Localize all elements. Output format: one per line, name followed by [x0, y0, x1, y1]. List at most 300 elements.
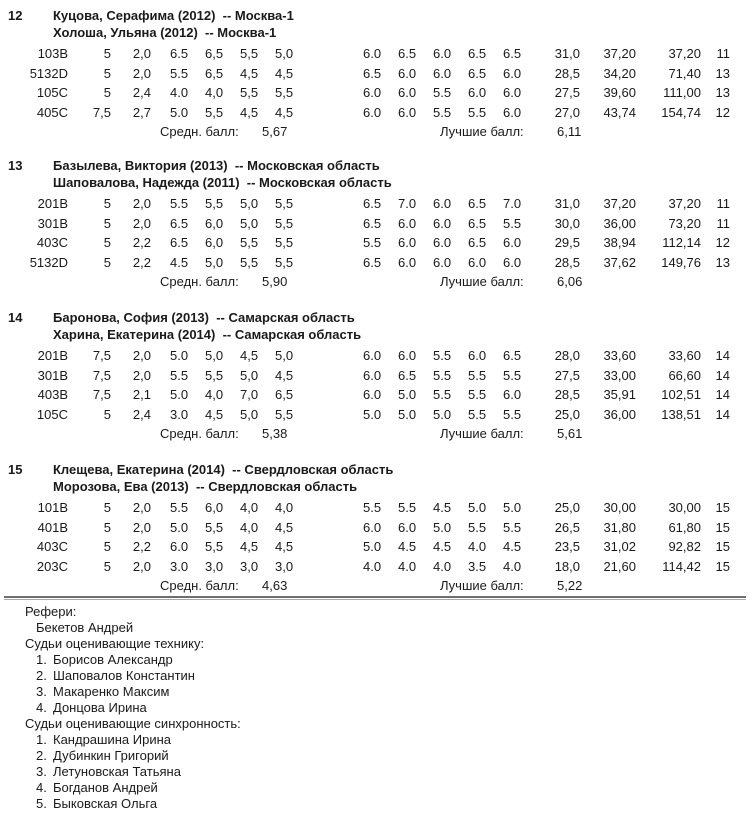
technique-score: 5,5: [275, 235, 294, 250]
difficulty-value: 2,0: [132, 348, 151, 363]
best-score-label: Лучшие балл:: [440, 274, 524, 289]
figure-row: [0, 64, 733, 84]
sync-score: 6.0: [433, 196, 452, 211]
technique-score: 5,5: [275, 254, 294, 270]
technique-score: 5,0: [275, 348, 294, 363]
running-total: 114,42: [662, 558, 701, 574]
spacer: [307, 537, 360, 557]
judge-item: [0, 652, 750, 668]
sync-score: 6.0: [398, 235, 417, 250]
sync-score: 5.5: [433, 387, 452, 402]
judge-count: 5: [103, 65, 111, 81]
spacer: [153, 64, 167, 84]
judge-name: Летуновская Татьяна: [53, 764, 181, 779]
sum-value: 29,5: [554, 235, 580, 250]
spacer: [307, 498, 360, 518]
judge-number: 4.: [36, 780, 47, 795]
sync-score: 6.5: [398, 367, 417, 383]
judge-count: 5: [103, 196, 111, 211]
sync-score: 6.0: [468, 254, 487, 270]
entry-name-2: Холоша, Ульяна (2012) -- Москва-1: [53, 25, 277, 40]
judge-number: 3.: [36, 764, 47, 779]
technique-score: 5.5: [170, 65, 189, 81]
sync-score: 5.5: [503, 367, 522, 383]
technique-score: 5,5: [275, 215, 294, 231]
judge-count: 5: [103, 215, 111, 231]
entry-averages-row: [0, 424, 733, 444]
difficulty-value: 2,0: [132, 196, 151, 211]
sum-value: 31,0: [554, 46, 580, 61]
sync-score: 6.0: [468, 85, 487, 100]
technique-score: 5,5: [205, 196, 224, 211]
entry-header-line-1: [0, 157, 733, 174]
technique-score: 6,5: [205, 65, 224, 81]
technique-score: 5,5: [205, 367, 224, 383]
spacer: [307, 103, 360, 123]
sync-score: 5.5: [468, 519, 487, 535]
technique-score: 4,5: [275, 104, 294, 120]
figure-code: 105C: [36, 406, 68, 422]
sync-score: 6.0: [363, 367, 382, 383]
entry-averages-row: [0, 272, 733, 292]
figure-score: 21,60: [603, 558, 636, 574]
technique-score: 6,5: [275, 387, 294, 402]
rank-value: 12: [715, 235, 730, 250]
figure-code: 103B: [37, 46, 68, 61]
judge-name: Донцова Ирина: [53, 700, 147, 715]
sum-value: 28,5: [554, 254, 580, 270]
figure-code: 203C: [36, 558, 68, 574]
sync-score: 4.0: [363, 558, 382, 574]
sync-score: 5.5: [433, 367, 452, 383]
sync-score: 5.0: [433, 406, 452, 422]
spacer: [153, 253, 167, 273]
judge-count: 5: [103, 46, 111, 61]
running-total: 92,82: [668, 539, 701, 554]
entry-name-2: Шаповалова, Надежда (2011) -- Московская область: [53, 175, 392, 190]
spacer: [307, 214, 360, 234]
judge-count: 7,5: [92, 104, 111, 120]
judge-name: Шаповалов Константин: [53, 668, 195, 683]
sync-score: 6.0: [433, 46, 452, 61]
running-total: 37,20: [668, 46, 701, 61]
judge-item: [0, 732, 750, 748]
technique-score: 5,0: [240, 367, 259, 383]
judge-item: [0, 700, 750, 716]
sync-score: 6.0: [398, 519, 417, 535]
difficulty-value: 2,0: [132, 558, 151, 574]
referee-name: Бекетов Андрей: [36, 620, 134, 635]
technique-score: 5,5: [275, 85, 294, 100]
figure-row: [0, 405, 733, 425]
difficulty-value: 2,4: [132, 406, 151, 422]
technique-score: 5,5: [205, 104, 224, 120]
sync-score: 5.5: [363, 235, 382, 250]
technique-score: 4,5: [275, 539, 294, 554]
spacer: [307, 346, 360, 366]
tech-judges-list: [0, 652, 750, 716]
rank-value: 15: [715, 519, 730, 535]
sync-score: 6.5: [363, 215, 382, 231]
spacer: [153, 346, 167, 366]
sync-score: 5.0: [363, 406, 382, 422]
sync-score: 4.0: [468, 539, 487, 554]
spacer: [153, 103, 167, 123]
sync-score: 6.5: [503, 46, 522, 61]
sync-score: 6.0: [398, 65, 417, 81]
entry-averages-row: [0, 576, 733, 596]
judge-count: 7,5: [92, 387, 111, 402]
figure-row: [0, 103, 733, 123]
technique-score: 5,5: [240, 85, 259, 100]
figure-score: 31,02: [603, 539, 636, 554]
sum-value: 25,0: [554, 500, 580, 515]
sum-value: 23,5: [554, 539, 580, 554]
avg-score-label: Средн. балл:: [160, 578, 239, 593]
judge-count: 5: [103, 235, 111, 250]
entry-number: 13: [8, 158, 23, 173]
figure-score: 31,80: [603, 519, 636, 535]
running-total: 102,51: [661, 387, 701, 402]
technique-score: 4.5: [170, 254, 189, 270]
sum-value: 28,5: [554, 65, 580, 81]
sync-score: 6.0: [468, 348, 487, 363]
spacer: [307, 405, 360, 425]
entry-name-2: Морозова, Ева (2013) -- Свердловская область: [53, 479, 358, 494]
difficulty-value: 2,0: [132, 65, 151, 81]
best-score-value: 6,06: [557, 274, 583, 289]
avg-score-label: Средн. балл:: [160, 124, 239, 139]
technique-score: 6,5: [205, 46, 224, 61]
judge-item: [0, 668, 750, 684]
spacer: [153, 44, 167, 64]
technique-score: 6.5: [170, 215, 189, 231]
technique-score: 5.5: [170, 500, 189, 515]
technique-score: 6.5: [170, 235, 189, 250]
entry-number: 15: [8, 462, 23, 477]
rank-value: 14: [715, 348, 730, 363]
technique-score: 5,0: [240, 215, 259, 231]
rank-value: 11: [716, 46, 730, 61]
judge-item: [0, 748, 750, 764]
technique-score: 6,0: [205, 500, 224, 515]
judge-number: 1.: [36, 732, 47, 747]
figure-code: 105C: [36, 85, 68, 100]
avg-score-value: 5,38: [262, 426, 288, 441]
sync-score: 7.0: [503, 196, 522, 211]
sync-score: 5.0: [503, 500, 522, 515]
spacer: [307, 194, 360, 214]
technique-score: 5.5: [170, 367, 189, 383]
technique-score: 4,5: [205, 406, 224, 422]
sync-score: 4.5: [398, 539, 417, 554]
technique-score: 5,5: [275, 406, 294, 422]
judge-item: [0, 764, 750, 780]
technique-score: 4,0: [205, 85, 224, 100]
difficulty-value: 2,0: [132, 500, 151, 515]
figure-code: 301B: [37, 367, 68, 383]
spacer: [153, 385, 167, 405]
technique-score: 5,0: [205, 254, 224, 270]
sync-score: 6.0: [398, 348, 417, 363]
sum-value: 26,5: [554, 519, 580, 535]
judge-item: [0, 684, 750, 700]
figure-score: 30,00: [603, 500, 636, 515]
technique-score: 5,5: [205, 539, 224, 554]
sync-score: 5.5: [433, 348, 452, 363]
entry-block: [0, 7, 733, 142]
spacer: [307, 64, 360, 84]
figure-row: [0, 194, 733, 214]
sync-score: 4.5: [503, 539, 522, 554]
spacer: [153, 194, 167, 214]
sync-score: 6.0: [503, 387, 522, 402]
spacer: [153, 557, 167, 577]
sync-score: 6.0: [363, 519, 382, 535]
judge-name: Дубинкин Григорий: [53, 748, 169, 763]
sync-score: 6.5: [468, 65, 487, 81]
entry-averages-row: [0, 122, 733, 142]
sync-score: 6.0: [503, 235, 522, 250]
running-total: 71,40: [668, 65, 701, 81]
rank-value: 11: [716, 196, 730, 211]
judge-number: 3.: [36, 684, 47, 699]
sync-score: 6.5: [363, 196, 382, 211]
sync-score: 4.5: [433, 539, 452, 554]
figure-code: 201B: [37, 348, 68, 363]
entry-header-line-1: [0, 309, 733, 326]
spacer: [307, 253, 360, 273]
spacer: [307, 44, 360, 64]
technique-score: 5.0: [170, 519, 189, 535]
difficulty-value: 2,0: [132, 519, 151, 535]
spacer: [307, 366, 360, 386]
entry-header-line-2: [0, 174, 733, 191]
entry-rows: [0, 44, 733, 122]
running-total: 138,51: [661, 406, 701, 422]
entry-name-1: Баронова, София (2013) -- Самарская область: [53, 310, 355, 325]
best-score-value: 5,22: [557, 578, 583, 593]
rank-value: 13: [715, 65, 730, 81]
figure-score: 33,60: [603, 348, 636, 363]
sync-score: 6.0: [433, 254, 452, 270]
figure-code: 405C: [36, 104, 68, 120]
judge-count: 5: [103, 539, 111, 554]
figure-row: [0, 537, 733, 557]
sync-score: 5.5: [433, 104, 452, 120]
judge-count: 5: [103, 85, 111, 100]
entry-rows: [0, 346, 733, 424]
avg-score-label: Средн. балл:: [160, 274, 239, 289]
figure-row: [0, 346, 733, 366]
sync-score: 6.0: [363, 46, 382, 61]
sync-score: 4.0: [398, 558, 417, 574]
running-total: 154,74: [661, 104, 701, 120]
rank-value: 14: [715, 367, 730, 383]
rank-value: 11: [716, 215, 730, 231]
sync-score: 6.0: [433, 65, 452, 81]
sync-score: 6.5: [468, 215, 487, 231]
sync-score: 6.0: [433, 215, 452, 231]
technique-score: 5,0: [240, 196, 259, 211]
sync-score: 5.5: [468, 367, 487, 383]
sync-score: 5.0: [363, 539, 382, 554]
sync-score: 6.5: [398, 46, 417, 61]
technique-score: 5.0: [170, 387, 189, 402]
figure-score: 34,20: [603, 65, 636, 81]
spacer: [307, 557, 360, 577]
sync-score: 6.0: [398, 254, 417, 270]
figure-score: 37,62: [603, 254, 636, 270]
difficulty-value: 2,1: [132, 387, 151, 402]
entry-header-line-2: [0, 478, 733, 495]
sum-value: 18,0: [554, 558, 580, 574]
running-total: 112,14: [662, 235, 701, 250]
figure-row: [0, 44, 733, 64]
difficulty-value: 2,2: [132, 539, 151, 554]
sync-score: 6.0: [503, 254, 522, 270]
judge-item: [0, 780, 750, 796]
sync-score: 6.0: [503, 65, 522, 81]
rank-value: 15: [715, 558, 730, 574]
entry-block: [0, 309, 733, 444]
figure-score: 36,00: [603, 406, 636, 422]
spacer: [153, 537, 167, 557]
running-total: 66,60: [668, 367, 701, 383]
sync-score: 5.5: [468, 406, 487, 422]
judge-count: 5: [103, 519, 111, 535]
figure-row: [0, 83, 733, 103]
figure-code: 5132D: [29, 254, 68, 270]
sync-score: 6.5: [363, 254, 382, 270]
figure-row: [0, 233, 733, 253]
technique-score: 4,0: [240, 519, 259, 535]
figure-code: 401B: [37, 519, 68, 535]
difficulty-value: 2,0: [132, 215, 151, 231]
technique-score: 4,5: [275, 65, 294, 81]
sync-score: 5.5: [503, 519, 522, 535]
figure-row: [0, 498, 733, 518]
figure-row: [0, 366, 733, 386]
sync-score: 7.0: [398, 196, 417, 211]
judge-number: 1.: [36, 652, 47, 667]
figure-score: 33,00: [603, 367, 636, 383]
sync-score: 4.0: [503, 558, 522, 574]
technique-score: 3.0: [170, 406, 189, 422]
judge-count: 5: [103, 406, 111, 422]
spacer: [153, 83, 167, 103]
spacer: [153, 518, 167, 538]
figure-row: [0, 214, 733, 234]
sync-judges-label: Судьи оценивающие синхронность:: [25, 716, 241, 731]
sync-score: 5.5: [468, 387, 487, 402]
spacer: [307, 83, 360, 103]
technique-score: 3,0: [275, 558, 294, 574]
technique-score: 5.0: [170, 348, 189, 363]
judge-number: 4.: [36, 700, 47, 715]
entry-block: [0, 157, 733, 292]
entry-header-line-2: [0, 326, 733, 343]
rank-value: 14: [715, 406, 730, 422]
spacer: [307, 518, 360, 538]
sync-score: 6.5: [503, 348, 522, 363]
figure-code: 403C: [36, 539, 68, 554]
running-total: 111,00: [663, 85, 701, 100]
avg-score-value: 5,67: [262, 124, 288, 139]
technique-score: 3.0: [170, 558, 189, 574]
sync-score: 6.0: [363, 348, 382, 363]
best-score-label: Лучшие балл:: [440, 426, 524, 441]
technique-score: 5,5: [240, 254, 259, 270]
sync-score: 6.0: [363, 85, 382, 100]
running-total: 37,20: [668, 196, 701, 211]
technique-score: 4,5: [275, 519, 294, 535]
rank-value: 12: [715, 104, 730, 120]
rank-value: 15: [715, 539, 730, 554]
difficulty-value: 2,0: [132, 367, 151, 383]
judge-count: 7,5: [92, 348, 111, 363]
judge-name: Борисов Александр: [53, 652, 173, 667]
sync-score: 6.0: [433, 235, 452, 250]
spacer: [153, 214, 167, 234]
entry-block: [0, 461, 733, 596]
figure-score: 37,20: [603, 196, 636, 211]
sync-score: 6.0: [503, 85, 522, 100]
figure-score: 35,91: [603, 387, 636, 402]
figure-row: [0, 557, 733, 577]
sync-score: 5.5: [503, 406, 522, 422]
sum-value: 30,0: [554, 215, 580, 231]
sync-score: 3.5: [468, 558, 487, 574]
judge-item: [0, 796, 750, 812]
best-score-label: Лучшие балл:: [440, 578, 524, 593]
sum-value: 28,5: [554, 387, 580, 402]
section-divider: [4, 596, 746, 600]
running-total: 33,60: [668, 348, 701, 363]
figure-row: [0, 385, 733, 405]
sync-score: 4.0: [433, 558, 452, 574]
sum-value: 25,0: [554, 406, 580, 422]
best-score-value: 5,61: [557, 426, 583, 441]
technique-score: 6,0: [205, 215, 224, 231]
best-score-label: Лучшие балл:: [440, 124, 524, 139]
technique-score: 4,5: [240, 348, 259, 363]
entry-name-2: Харина, Екатерина (2014) -- Самарская область: [53, 327, 362, 342]
entry-rows: [0, 498, 733, 576]
technique-score: 4,5: [240, 104, 259, 120]
spacer: [153, 405, 167, 425]
sync-score: 5.0: [468, 500, 487, 515]
running-total: 61,80: [668, 519, 701, 535]
sync-score: 6.5: [468, 196, 487, 211]
avg-score-value: 5,90: [262, 274, 288, 289]
figure-code: 403B: [37, 387, 68, 402]
sync-score: 6.0: [363, 104, 382, 120]
best-score-value: 6,11: [557, 124, 582, 139]
difficulty-value: 2,2: [132, 235, 151, 250]
technique-score: 4,5: [240, 65, 259, 81]
judge-count: 5: [103, 254, 111, 270]
sync-score: 4.5: [433, 500, 452, 515]
figure-score: 36,00: [603, 215, 636, 231]
technique-score: 3,0: [205, 558, 224, 574]
entry-rows: [0, 194, 733, 272]
sync-score: 5.5: [398, 500, 417, 515]
sum-value: 31,0: [554, 196, 580, 211]
difficulty-value: 2,7: [132, 104, 151, 120]
technique-score: 5,0: [240, 406, 259, 422]
figure-score: 39,60: [603, 85, 636, 100]
